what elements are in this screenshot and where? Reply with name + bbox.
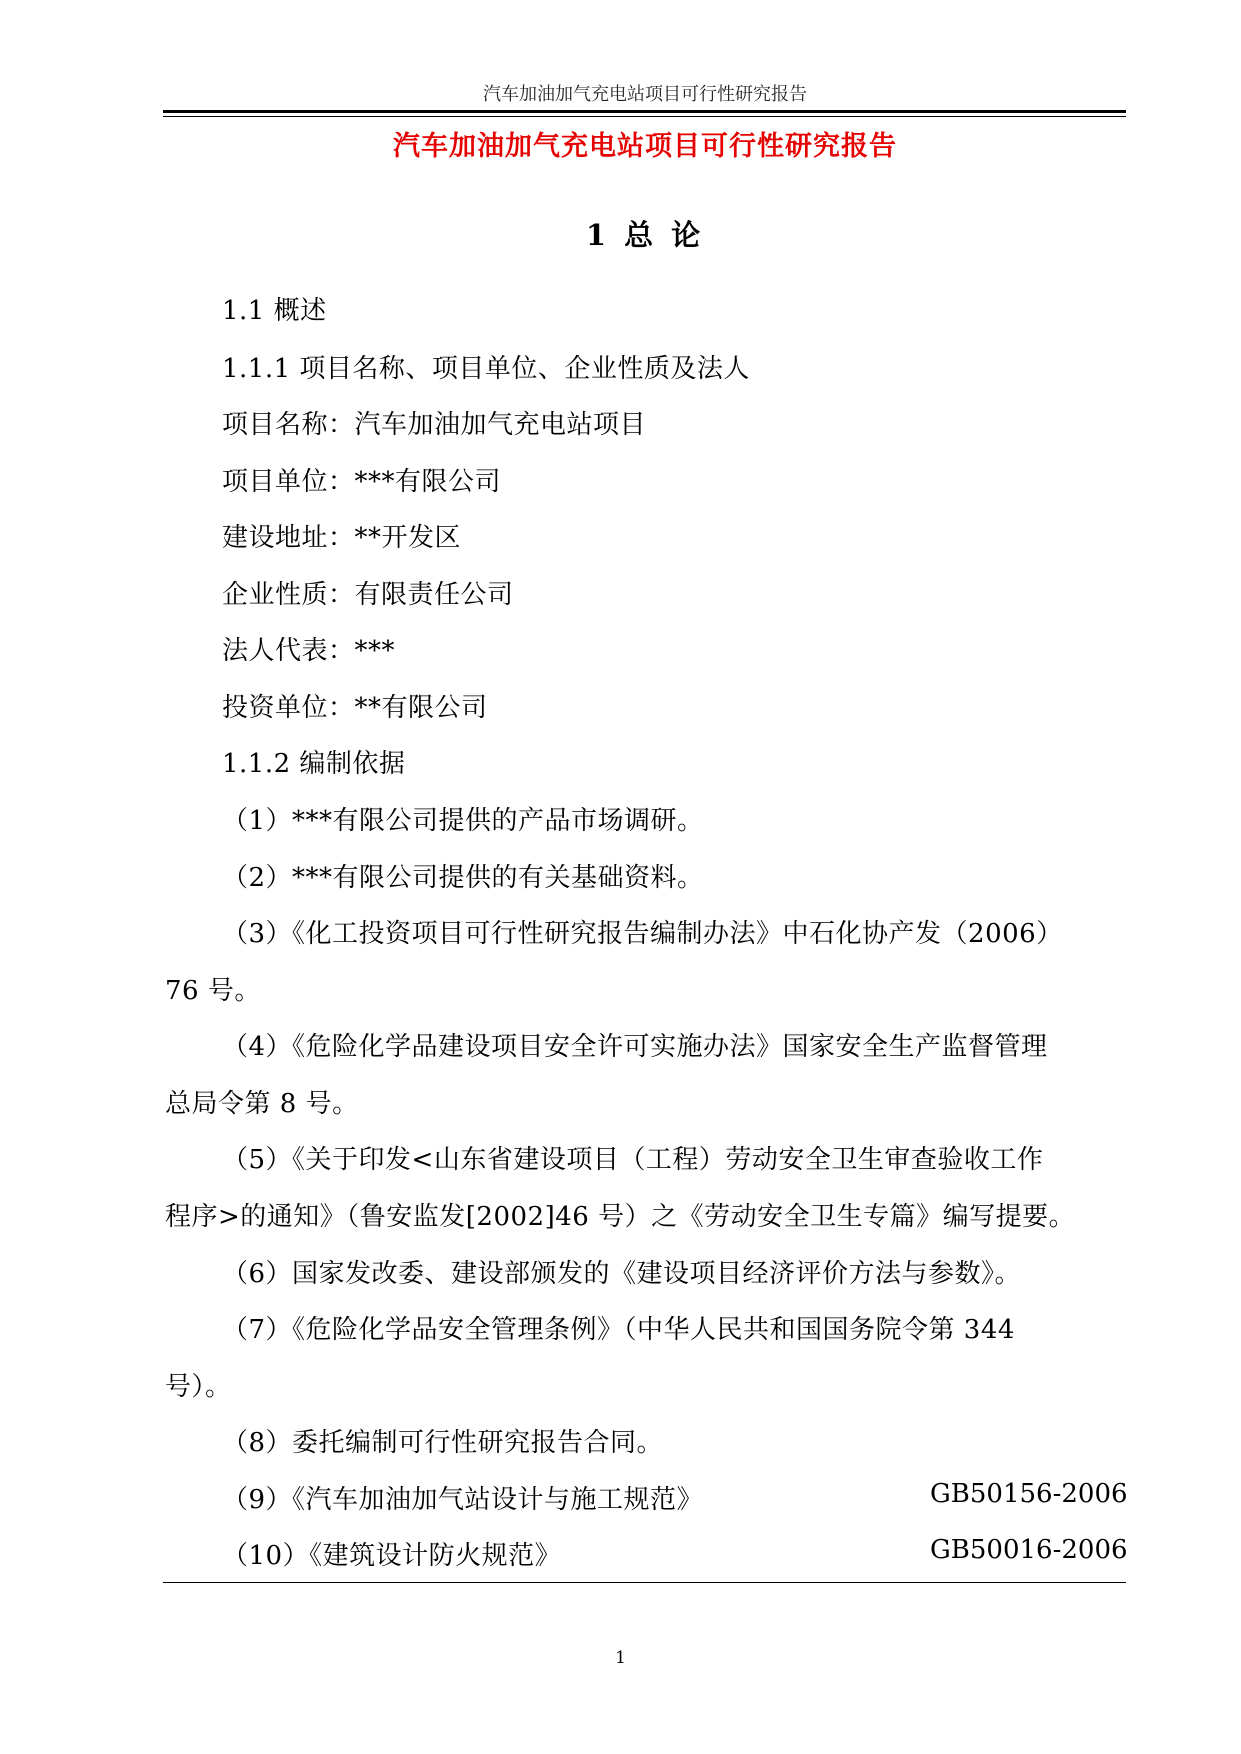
project-unit-line: 项目单位：***有限公司: [222, 467, 502, 497]
investor-line: 投资单位：**有限公司: [222, 693, 488, 723]
basis-item: （8）委托编制可行性研究报告合同。: [222, 1428, 664, 1458]
header-rule-thick: [163, 110, 1126, 113]
basis-item-continuation: 76 号。: [165, 976, 261, 1006]
basis-item: （9）《汽车加油加气站设计与施工规范》: [222, 1485, 704, 1515]
basis-item: （2）***有限公司提供的有关基础资料。: [222, 863, 704, 893]
standard-code: GB50016-2006: [930, 1535, 1128, 1565]
build-address-line: 建设地址：**开发区: [222, 523, 462, 553]
enterprise-nature-line: 企业性质：有限责任公司: [222, 580, 514, 610]
standard-code: GB50156-2006: [930, 1479, 1128, 1509]
basis-item-continuation: 号）。: [165, 1372, 232, 1402]
basis-item-continuation: 总局令第 8 号。: [165, 1089, 359, 1119]
document-title: 汽车加油加气充电站项目可行性研究报告: [393, 131, 897, 162]
footer-rule: [163, 1582, 1126, 1583]
header-rule-thin: [163, 116, 1126, 117]
page-number: 1: [615, 1648, 626, 1668]
section-heading-1-1: 1.1 概述: [222, 296, 327, 326]
basis-item-continuation: 程序>的通知》（鲁安监发[2002]46 号）之《劳动安全卫生专篇》编写提要。: [165, 1202, 1076, 1232]
project-name-line: 项目名称：汽车加油加气充电站项目: [222, 410, 647, 440]
basis-item: （3）《化工投资项目可行性研究报告编制办法》中石化协产发（2006）: [222, 919, 1063, 949]
basis-item: （10）《建筑设计防火规范》: [222, 1541, 562, 1571]
basis-item: （6）国家发改委、建设部颁发的《建设项目经济评价方法与参数》。: [222, 1259, 1022, 1289]
basis-item: （1）***有限公司提供的产品市场调研。: [222, 806, 704, 836]
basis-item: （5）《关于印发<山东省建设项目（工程）劳动安全卫生审查验收工作: [222, 1145, 1044, 1175]
basis-item: （7）《危险化学品安全管理条例》（中华人民共和国国务院令第 344: [222, 1315, 1015, 1345]
legal-rep-line: 法人代表：***: [222, 636, 396, 666]
basis-item: （4）《危险化学品建设项目安全许可实施办法》国家安全生产监督管理: [222, 1032, 1048, 1062]
section-heading-1-1-2: 1.1.2 编制依据: [222, 749, 406, 779]
running-header: 汽车加油加气充电站项目可行性研究报告: [483, 84, 807, 105]
chapter-title: 1 总 论: [585, 218, 705, 252]
section-heading-1-1-1: 1.1.1 项目名称、项目单位、企业性质及法人: [222, 354, 750, 384]
